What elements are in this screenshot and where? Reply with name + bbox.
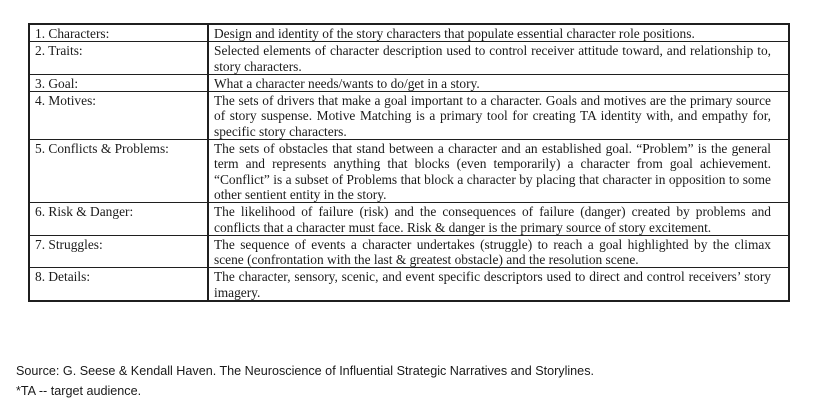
- description-cell: The sequence of events a character undertakes (struggle) to reach a goal highlighted by the climax scene (confrontation with the last & greatest obstacle) and the resolution scene.: [208, 235, 789, 268]
- description-cell: The likelihood of failure (risk) and the consequences of failure (danger) created by problems and conflicts that a character must face. Risk & danger is the primary source of story excitement.: [208, 203, 789, 236]
- footnote: *TA -- target audience.: [16, 384, 142, 398]
- source-citation: Source: G. Seese & Kendall Haven. The Neuroscience of Influential Strategic Narratives and Storylines.: [16, 364, 594, 378]
- description-cell: Selected elements of character description used to control receiver attitude toward, and relationship to, story characters.: [208, 42, 789, 75]
- table-row: [29, 203, 789, 236]
- term-cell: 3. Goal:: [29, 74, 208, 91]
- story-elements-table: [28, 23, 790, 302]
- description-cell: The character, sensory, scenic, and event specific descriptors used to direct and control receivers’ story imagery.: [208, 268, 789, 301]
- table-row: [29, 92, 789, 140]
- table-row: [29, 42, 789, 75]
- table-row: [29, 268, 789, 301]
- table-row: [29, 24, 789, 42]
- term-cell: 7. Struggles:: [29, 235, 208, 268]
- story-elements-table-wrapper: [28, 23, 790, 302]
- description-cell: Design and identity of the story characters that populate essential character role positions.: [208, 24, 789, 42]
- description-cell: The sets of drivers that make a goal important to a character. Goals and motives are the primary source of story suspense. Motive Matching is a primary tool for creating TA identity with, and empathy for, specific story characters.: [208, 92, 789, 140]
- term-cell: 2. Traits:: [29, 42, 208, 75]
- term-cell: 1. Characters:: [29, 24, 208, 42]
- description-cell: The sets of obstacles that stand between a character and an established goal. “Problem” is the general term and represents anything that blocks (even temporarily) a character from goal achievement. “Conflict” is a subset of Problems that block a character by placing that character in opposition to some other sentient entity in the story.: [208, 140, 789, 203]
- term-cell: 8. Details:: [29, 268, 208, 301]
- table-row: [29, 74, 789, 91]
- description-cell: What a character needs/wants to do/get in a story.: [208, 74, 789, 91]
- table-row: [29, 140, 789, 203]
- term-cell: 6. Risk & Danger:: [29, 203, 208, 236]
- term-cell: 5. Conflicts & Problems:: [29, 140, 208, 203]
- term-cell: 4. Motives:: [29, 92, 208, 140]
- table-row: [29, 235, 789, 268]
